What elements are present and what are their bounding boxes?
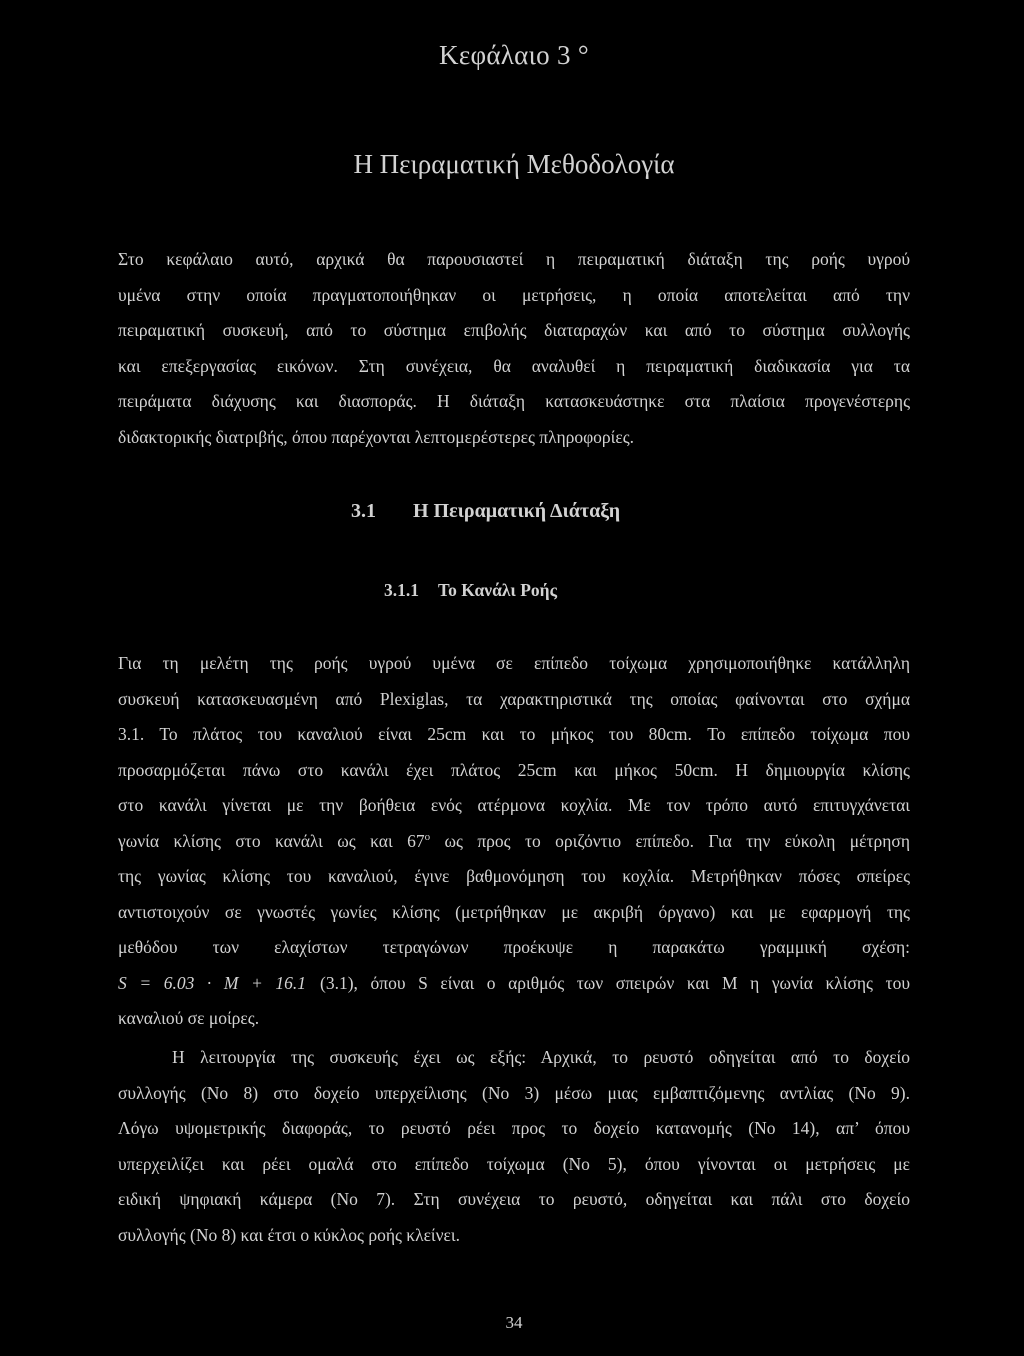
subsection-title: Το Κανάλι Ροής [438, 580, 557, 600]
angle-line-after: ως προς το οριζόντιο επίπεδο. Για την εύκολη μέτρηση [430, 830, 910, 851]
intro-line: διδακτορικής διατριβής, όπου παρέχονται λεπτομερέστερες πληροφορίες. [118, 426, 635, 447]
page-number: 34 [505, 1313, 523, 1332]
subsection-heading [384, 580, 557, 601]
intro-paragraph [118, 242, 910, 455]
chapter-title: Η Πειραματική Μεθοδολογία [353, 149, 675, 179]
intro-line: πειράματα διάχυσης και διασποράς. Η διάταξη κατασκευάστηκε στα πλαίσια προγενέστερης [118, 391, 910, 411]
body-paragraph-2 [118, 1040, 910, 1253]
body-line: προσαρμόζεται πάνω στο κανάλι έχει πλάτος 25cm και μήκος 50cm. Η δημιουργία κλίσης [118, 759, 910, 780]
document-page [118, 0, 910, 1356]
intro-line: πειραματική συσκευή, από το σύστημα επιβολής διαταραχών και από το σύστημα συλλογής [118, 320, 910, 340]
chapter-label: Κεφάλαιο 3 ° [439, 40, 589, 70]
equation: S = 6.03 · M + 16.1 [118, 972, 307, 993]
section-heading [351, 500, 620, 523]
body-paragraph-1 [118, 646, 910, 1037]
body-line: συλλογής (Νο 8) στο δοχείο υπερχείλισης (Νο 3) μέσω μιας εμβαπτιζόμενης αντλίας (Νο 9). [118, 1082, 910, 1103]
angle-line-before: γωνία κλίσης στο κανάλι ως και 67 [118, 830, 425, 851]
body-line: υπερχειλίζει και ρέει ομαλά στο επίπεδο τοίχωμα (Νο 5), όπου γίνονται οι μετρήσεις με [118, 1153, 910, 1174]
formula-line [118, 966, 910, 1002]
section-number: 3.1 [351, 500, 376, 522]
body-line: συσκευή κατασκευασμένη από Plexiglas, τα χαρακτηριστικά της οποίας φαίνονται στο σχήμα [118, 688, 910, 709]
intro-line: Στο κεφάλαιο αυτό, αρχικά θα παρουσιαστεί η πειραματική διάταξη της ροής υγρού [118, 249, 910, 269]
body-line: αντιστοιχούν σε γνωστές γωνίες κλίσης (μετρήθηκαν με ακριβή όργανο) και με εφαρμογή της [118, 901, 910, 922]
body-line: Λόγω υψομετρικής διαφοράς, το ρευστό ρέει προς το δοχείο κατανομής (Νο 14), απ’ όπου [118, 1118, 910, 1138]
degree-superscript: o [424, 830, 431, 843]
body-line: στο κανάλι γίνεται με την βοήθεια ενός ατέρμονα κοχλία. Με τον τρόπο αυτό επιτυγχάνεται [118, 795, 910, 815]
body-line: της γωνίας κλίσης του καναλιού, έγινε βαθμονόμηση του κοχλία. Μετρήθηκαν πόσες σπείρες [118, 866, 910, 886]
equation-reference: (3.1) [320, 972, 354, 993]
formula-line-after: , όπου S είναι ο αριθμός των σπειρών και M η γωνία κλίσης του [353, 972, 910, 993]
body-line: Η λειτουργία της συσκευής έχει ως εξής: Αρχικά, το ρευστό οδηγείται από το δοχείο [172, 1047, 910, 1067]
intro-line: και επεξεργασίας εικόνων. Στη συνέχεια, θα αναλυθεί η πειραματική διαδικασία για τα [118, 355, 910, 376]
intro-line: υμένα στην οποία πραγματοποιήθηκαν οι μετρήσεις, η οποία αποτελείται από την [118, 284, 910, 305]
body-line: 3.1. Το πλάτος του καναλιού είναι 25cm και το μήκος του 80cm. Το επίπεδο τοίχωμα που [118, 724, 910, 744]
section-title: Η Πειραματική Διάταξη [413, 500, 621, 522]
subsection-number: 3.1.1 [384, 580, 419, 600]
body-line: καναλιού σε μοίρες. [118, 1008, 260, 1028]
angle-line [118, 824, 910, 860]
body-line: ειδική ψηφιακή κάμερα (Νο 7). Στη συνέχεια το ρευστό, οδηγείται και πάλι στο δοχείο [118, 1189, 910, 1209]
body-line: Για τη μελέτη της ροής υγρού υμένα σε επίπεδο τοίχωμα χρησιμοποιήθηκε κατάλληλη [118, 653, 910, 673]
body-line: συλλογής (Νο 8) και έτσι ο κύκλος ροής κλείνει. [118, 1224, 460, 1245]
body-line: μεθόδου των ελαχίστων τετραγώνων προέκυψε η παρακάτω γραμμική σχέση: [118, 937, 910, 957]
